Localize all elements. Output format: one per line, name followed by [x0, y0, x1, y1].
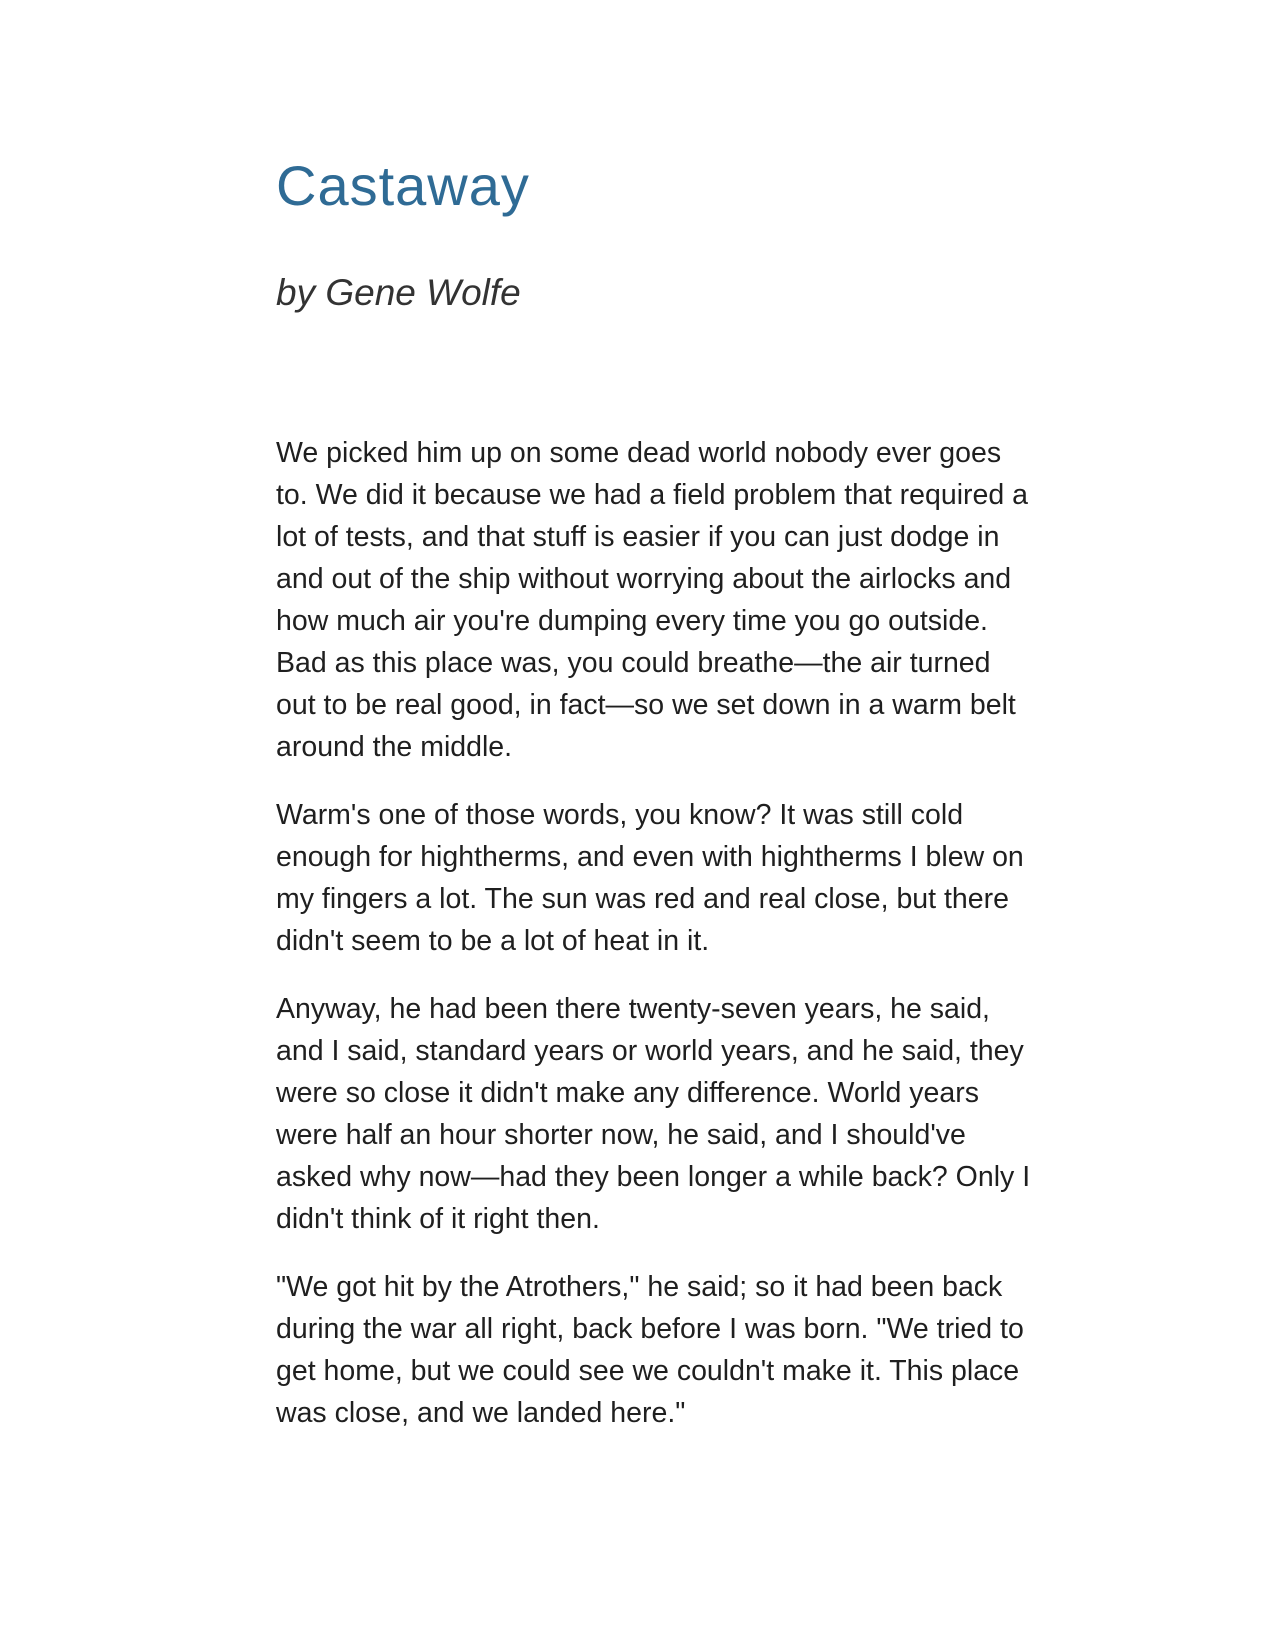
document-page: [276, 150, 1036, 1460]
story-body: [276, 432, 1036, 1434]
paragraph: "We got hit by the Atrothers," he said; so it had been back during the war all right, back before I was born. "We tried to get home, but we could see we couldn't make it. This place was close, and we landed here.": [276, 1271, 1024, 1429]
author-byline: by Gene Wolfe: [276, 272, 521, 313]
paragraph: Warm's one of those words, you know? It was still cold enough for hightherms, and even with hightherms I blew on my fingers a lot. The sun was red and real close, but there didn't seem to be a lot of heat in it.: [276, 799, 1024, 957]
paragraph: We picked him up on some dead world nobody ever goes to. We did it because we had a field problem that required a lot of tests, and that stuff is easier if you can just dodge in and out of the ship without worrying about the airlocks and how much air you're dumping every time you go outside. Bad as this place was, you could breathe—the air turned out to be real good, in fact—so we set down in a warm belt around the middle.: [276, 437, 1029, 763]
paragraph: Anyway, he had been there twenty-seven years, he said, and I said, standard years or world years, and he said, they were so close it didn't make any difference. World years were half an hour shorter now, he said, and I should've asked why now—had they been longer a while back? Only I didn't think of it right then.: [276, 993, 1031, 1235]
story-title: Castaway: [276, 154, 530, 217]
